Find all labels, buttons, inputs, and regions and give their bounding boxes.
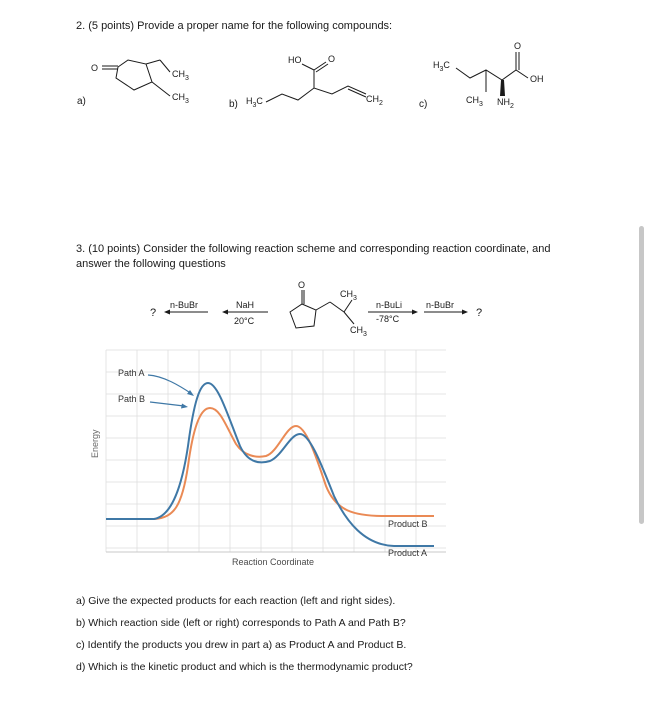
mol-c-amine: NH — [497, 97, 510, 107]
left-temp-label: 20°C — [234, 316, 255, 326]
mol-b-methyl-c: C — [256, 96, 263, 106]
mol-a-ch3-top-sub: 3 — [185, 75, 189, 82]
left-arrow-2-head — [222, 310, 228, 315]
mol-c-ch3-sub: 3 — [479, 101, 483, 108]
svg-text:NH2 — [497, 97, 514, 110]
path-a-pointer-arrow — [148, 375, 192, 394]
svg-text:H3C — [246, 96, 263, 109]
mol-c-amine-sub: 2 — [510, 103, 514, 110]
right-temp-label: -78°C — [376, 314, 400, 324]
question-3-parts — [76, 590, 413, 678]
central-ch3-bottom-sub: 3 — [363, 331, 367, 338]
left-base-label: NaH — [236, 300, 255, 310]
svg-text:CH2 — [366, 94, 383, 107]
chart-y-axis-label: Energy — [90, 429, 100, 458]
right-base-label: n-BuLi — [376, 300, 403, 310]
mol-c-wedge-bond — [500, 80, 505, 96]
mol-a-ch3-top: CH — [172, 69, 185, 79]
chart-x-axis-label: Reaction Coordinate — [232, 557, 315, 567]
part-c-label: c) — [419, 99, 428, 110]
molecule-b-structure — [240, 50, 410, 110]
reaction-coordinate-diagram — [84, 346, 464, 572]
mol-c-ch3: CH — [466, 95, 479, 105]
question-2-header: 2. (5 points) Provide a proper name for the following compounds: — [76, 20, 393, 32]
part-d-question: d) Which is the kinetic product and which is the thermodynamic product? — [76, 661, 413, 673]
question-3-header-line2: answer the following questions — [76, 258, 226, 270]
mol-b-carbonyl-oxygen: O — [328, 54, 336, 64]
svg-text:CH3 — [172, 92, 189, 105]
mol-b-methyl-sub: 3 — [252, 102, 257, 109]
path-b-pointer-arrow — [150, 402, 184, 406]
right-arrow-1-head — [412, 310, 418, 315]
mol-b-methyl-h: H — [246, 96, 253, 106]
left-product-unknown: ? — [150, 307, 157, 319]
svg-text:CH3 — [340, 289, 357, 302]
path-b-pointer-head — [181, 404, 188, 409]
left-arrow-1-head — [164, 310, 170, 315]
central-ch3-bottom: CH — [350, 325, 363, 335]
part-a-question: a) Give the expected products for each reaction (left and right sides). — [76, 595, 396, 607]
reaction-scheme — [140, 278, 500, 340]
product-a-label: Product A — [388, 548, 428, 558]
mol-c-methyl-c: C — [443, 60, 450, 70]
svg-text:H3C — [433, 60, 450, 73]
molecule-a-structure — [88, 52, 223, 112]
central-ch3-top-sub: 3 — [353, 295, 357, 302]
mol-c-methyl-sub: 3 — [439, 66, 444, 73]
central-ch3-top: CH — [340, 289, 353, 299]
mol-a-ch3-bottom: CH — [172, 92, 185, 102]
path-b-label: Path B — [118, 394, 146, 404]
mol-c-hydroxyl: OH — [530, 74, 544, 84]
part-b-label: b) — [229, 99, 238, 110]
product-b-label: Product B — [388, 519, 428, 529]
molecule-c-structure — [430, 40, 565, 115]
mol-b-methylene-sub: 2 — [379, 100, 383, 107]
left-reagent-label: n-BuBr — [170, 300, 199, 310]
mol-b-hydroxyl: HO — [288, 55, 302, 65]
right-arrow-2-head — [462, 310, 468, 315]
mol-c-carbonyl-oxygen: O — [514, 41, 522, 51]
part-a-label: a) — [77, 96, 86, 107]
part-b-question: b) Which reaction side (left or right) corresponds to Path A and Path B? — [76, 617, 406, 629]
central-ketone-oxygen: O — [298, 280, 306, 290]
svg-text:CH3 — [350, 325, 367, 338]
svg-text:CH3 — [466, 95, 483, 108]
part-c-question: c) Identify the products you drew in part a) as Product A and Product B. — [76, 639, 407, 651]
right-product-unknown: ? — [476, 307, 483, 319]
mol-a-oxygen: O — [91, 63, 99, 73]
vertical-scrollbar[interactable] — [639, 226, 644, 524]
mol-c-methyl-h: H — [433, 60, 440, 70]
mol-b-methylene: CH — [366, 94, 379, 104]
mol-a-ch3-bottom-sub: 3 — [185, 98, 189, 105]
svg-text:CH3 — [172, 69, 189, 82]
right-reagent-label: n-BuBr — [426, 300, 455, 310]
question-3-header-line1: 3. (10 points) Consider the following reaction scheme and corresponding reaction coordinate, and — [76, 243, 551, 255]
path-a-label: Path A — [118, 368, 145, 378]
